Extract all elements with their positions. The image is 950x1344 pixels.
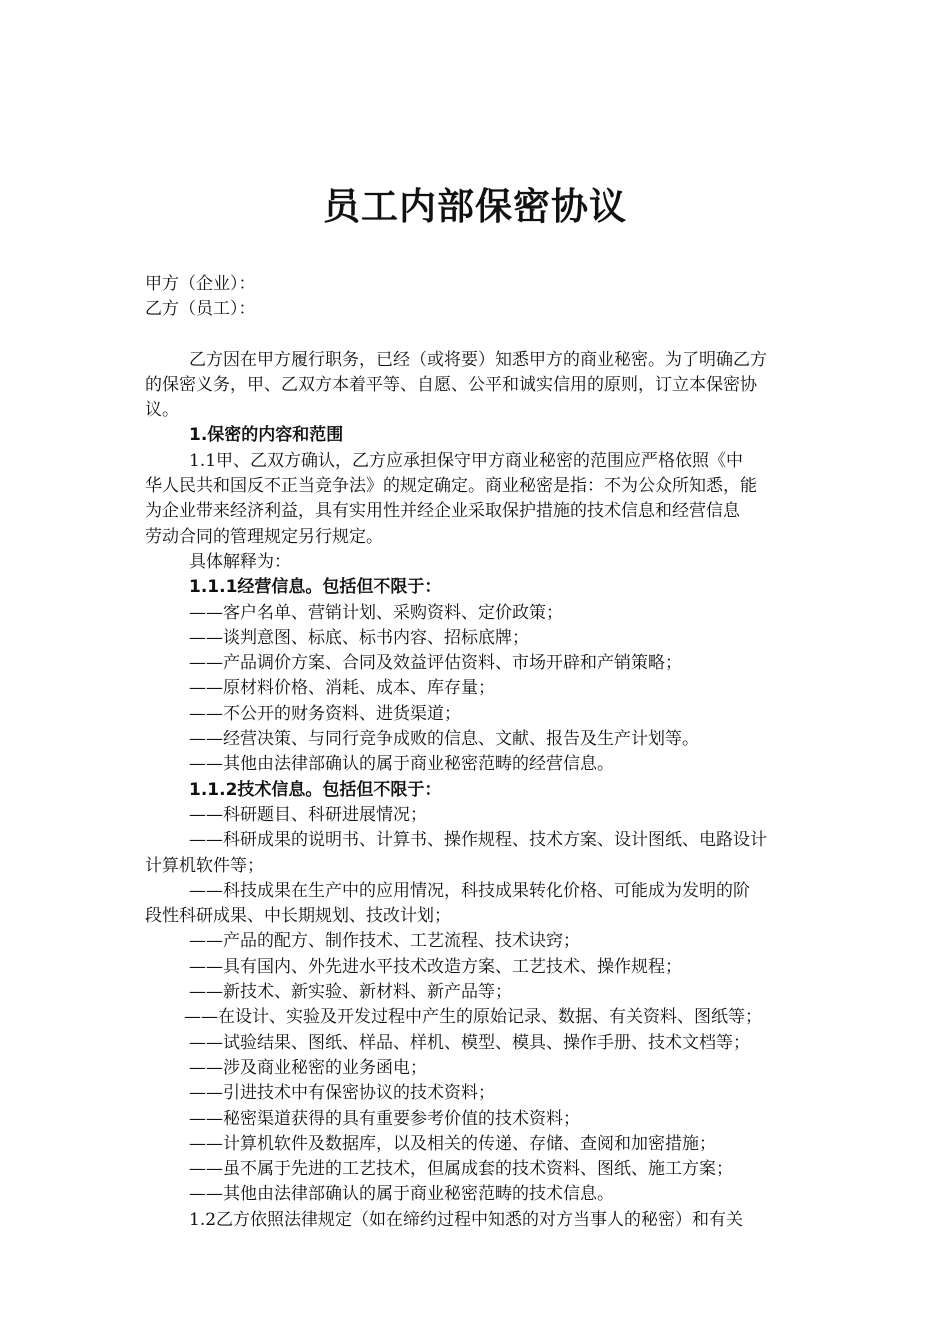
tech-info-item: ——其他由法律部确认的属于商业秘密范畴的技术信息。 [189, 1184, 614, 1205]
tech-info-item: ——引进技术中有保密协议的技术资料； [189, 1083, 495, 1104]
tech-info-item: ——试验结果、图纸、样品、样机、模型、模具、操作手册、技术文档等； [189, 1032, 750, 1053]
business-info-item: ——原材料价格、消耗、成本、库存量； [189, 678, 495, 699]
party-b-line: 乙方（员工）： [145, 299, 256, 320]
tech-info-item: ——涉及商业秘密的业务函电； [189, 1057, 427, 1078]
tech-info-item: ——虽不属于先进的工艺技术，但属成套的技术资料、图纸、施工方案； [189, 1159, 733, 1180]
tech-info-item: ——科技成果在生产中的应用情况，科技成果转化价格、可能成为发明的阶 [189, 880, 750, 901]
intro-line: 议。 [145, 400, 179, 421]
tech-info-item-continued: 段性科研成果、中长期规划、技改计划； [145, 906, 451, 927]
business-info-item: ——其他由法律部确认的属于商业秘密范畴的经营信息。 [189, 754, 614, 775]
clause-1-1-1-heading: 1.1.1经营信息。包括但不限于： [189, 577, 442, 598]
intro-line: 的保密义务，甲、乙双方本着平等、自愿、公平和诚实信用的原则，订立本保密协 [145, 374, 757, 395]
section-1-heading: 1.保密的内容和范围 [189, 425, 344, 446]
business-info-item: ——产品调价方案、合同及效益评估资料、市场开辟和产销策略； [189, 653, 682, 674]
clause-1-1-line: 为企业带来经济利益，具有实用性并经企业采取保护措施的技术信息和经营信息 [145, 501, 740, 522]
clause-1-1-line: 1.1甲、乙双方确认，乙方应承担保守甲方商业秘密的范围应严格依照《中 [189, 450, 744, 471]
clause-1-1-2-heading: 1.1.2技术信息。包括但不限于： [189, 779, 442, 800]
explain-line: 具体解释为： [189, 551, 291, 572]
tech-info-item: ——秘密渠道获得的具有重要参考价值的技术资料； [189, 1108, 580, 1129]
paragraph-gap [145, 323, 810, 348]
tech-info-item: ——产品的配方、制作技术、工艺流程、技术诀窍； [189, 931, 580, 952]
tech-info-item: ——具有国内、外先进水平技术改造方案、工艺技术、操作规程； [189, 956, 682, 977]
business-info-item: ——客户名单、营销计划、采购资料、定价政策； [189, 602, 563, 623]
clause-1-1-line: 劳动合同的管理规定另行规定。 [145, 526, 383, 547]
business-info-item: ——不公开的财务资料、进货渠道； [189, 703, 461, 724]
party-a-line: 甲方（企业）： [145, 274, 256, 294]
document-body [145, 272, 810, 1233]
clause-1-2-line: 1.2乙方依照法律规定（如在缔约过程中知悉的对方当事人的秘密）和有关 [189, 1209, 744, 1230]
clause-1-1-line: 华人民共和国反不正当竞争法》的规定确定。商业秘密是指：不为公众所知悉，能 [145, 476, 757, 497]
business-info-item: ——谈判意图、标底、标书内容、招标底牌； [189, 627, 529, 648]
tech-info-item: ——科研成果的说明书、计算书、操作规程、技术方案、设计图纸、电路设计 [189, 830, 767, 851]
tech-info-item-continued: 计算机软件等； [145, 855, 264, 876]
business-info-item: ——经营决策、与同行竞争成败的信息、文献、报告及生产计划等。 [189, 729, 699, 750]
tech-info-item: ——计算机软件及数据库，以及相关的传递、存储、查阅和加密措施； [189, 1133, 716, 1154]
document-title: 员工内部保密协议 [323, 185, 627, 228]
tech-info-item: ——在设计、实验及开发过程中产生的原始记录、数据、有关资料、图纸等； [184, 1007, 762, 1028]
tech-info-item: ——新技术、新实验、新材料、新产品等； [189, 982, 512, 1003]
tech-info-item: ——科研题目、科研进展情况； [189, 804, 427, 825]
intro-line: 乙方因在甲方履行职务，已经（或将要）知悉甲方的商业秘密。为了明确乙方 [189, 349, 767, 370]
